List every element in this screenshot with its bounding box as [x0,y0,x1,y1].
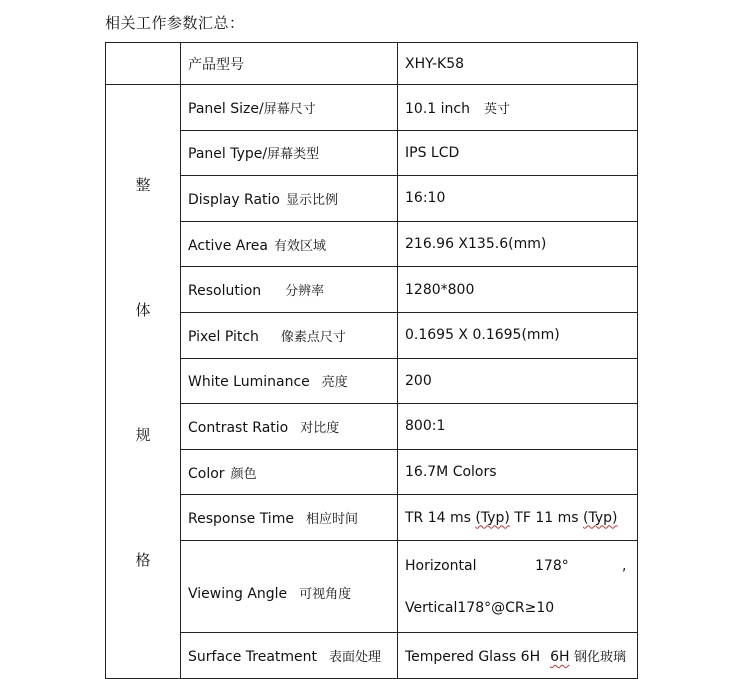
param-value: 0.1695 X 0.1695(mm) [398,312,638,358]
table-row-surface [106,633,638,679]
param-value: 216.96 X135.6(mm) [398,221,638,267]
page-heading: 相关工作参数汇总： [105,14,245,32]
param-value: 16.7M Colors [398,449,638,495]
table-row-model [106,43,638,85]
group-char: 格 [135,551,151,569]
table-row [106,404,638,450]
group-char: 整 [135,176,151,194]
param-value: TR 14 ms (Typ) TF 11 ms (Typ) [398,495,638,541]
param-label: Panel Size/屏幕尺寸 [181,85,398,131]
table-row [106,221,638,267]
param-label: Pixel Pitch 像素点尺寸 [181,312,398,358]
param-value: 800:1 [398,404,638,450]
group-char: 规 [135,426,151,444]
table-row [106,267,638,313]
param-label: Active Area 有效区域 [181,221,398,267]
model-value: XHY-K58 [398,43,638,85]
param-value: Horizontal 178° , Vertical178°@CR≥10 [398,540,638,632]
table-row [106,312,638,358]
param-label: Viewing Angle 可视角度 [181,540,398,632]
table-row [106,358,638,404]
table-row [106,85,638,131]
param-value: 1280*800 [398,267,638,313]
table-row [106,176,638,222]
param-label: Response Time 相应时间 [181,495,398,541]
model-label: 产品型号 [181,43,398,85]
param-label: Resolution 分辨率 [181,267,398,313]
param-label: Surface Treatment 表面处理 [181,633,398,679]
table-row-viewing-angle [106,540,638,632]
group-label-overall-spec [106,85,181,679]
param-label: White Luminance 亮度 [181,358,398,404]
table-row [106,130,638,176]
table-row-response-time [106,495,638,541]
param-value: 10.1 inch 英寸 [398,85,638,131]
table-row [106,449,638,495]
param-label: Panel Type/屏幕类型 [181,130,398,176]
param-value: IPS LCD [398,130,638,176]
empty-cell [106,43,181,85]
param-label: Color 颜色 [181,449,398,495]
param-value: 16:10 [398,176,638,222]
group-char: 体 [135,301,151,319]
param-label: Display Ratio 显示比例 [181,176,398,222]
param-value: 200 [398,358,638,404]
param-label: Contrast Ratio 对比度 [181,404,398,450]
spec-table [105,42,638,679]
param-value: Tempered Glass 6H 6H 钢化玻璃 [398,633,638,679]
